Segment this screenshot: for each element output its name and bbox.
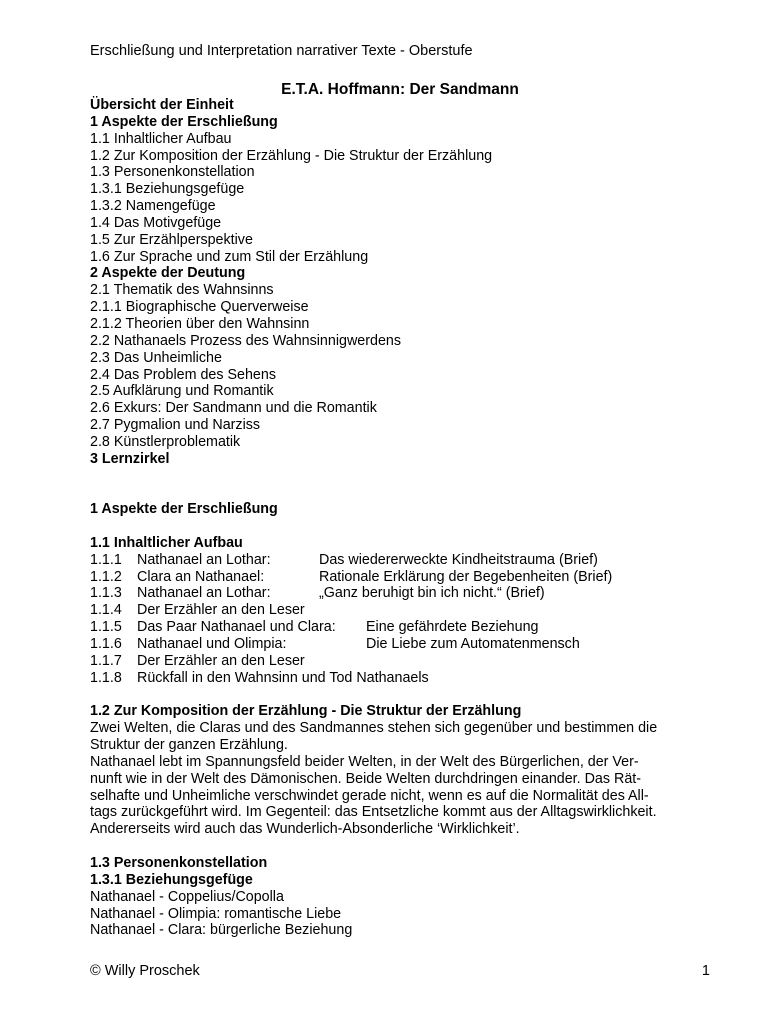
footer-author: © Willy Proschek — [90, 963, 200, 979]
toc-section-2: 2 Aspekte der Deutung — [90, 265, 246, 282]
toc-item: 2.2 Nathanaels Prozess des Wahnsinnigwerdens — [90, 332, 401, 349]
toc-item: 1.6 Zur Sprache und zum Stil der Erzählung — [90, 248, 369, 265]
structure-row — [90, 585, 715, 602]
structure-row-label: Der Erzähler an den Leser — [137, 602, 305, 619]
structure-row-label: Rückfall in den Wahnsinn und Tod Nathanaels — [137, 669, 429, 686]
structure-row-description: Rationale Erklärung der Begebenheiten (Brief) — [319, 568, 613, 585]
section-1-2-heading: 1.2 Zur Komposition der Erzählung - Die Struktur der Erzählung — [90, 703, 522, 720]
structure-row-number: 1.1.5 — [90, 619, 122, 636]
structure-row-label: Der Erzähler an den Leser — [137, 652, 305, 669]
structure-row — [90, 602, 715, 619]
structure-row-number: 1.1.4 — [90, 602, 122, 619]
section-1-1-heading: 1.1 Inhaltlicher Aufbau — [90, 534, 243, 551]
relation-line: Nathanael - Olimpia: romantische Liebe — [90, 905, 342, 922]
page-header: Erschließung und Interpretation narrativer Texte - Oberstufe — [90, 43, 473, 59]
structure-row-number: 1.1.1 — [90, 551, 122, 568]
section-1-heading: 1 Aspekte der Erschließung — [90, 501, 278, 518]
structure-row-description: Die Liebe zum Automatenmensch — [366, 636, 580, 652]
structure-row-description: „Ganz beruhigt bin ich nicht.“ (Brief) — [319, 585, 545, 602]
toc-item: 2.8 Künstlerproblematik — [90, 433, 241, 450]
toc-section-1: 1 Aspekte der Erschließung — [90, 113, 278, 130]
paragraph-line: nunft wie in der Welt des Dämonischen. Beide Welten durchdringen einander. Das Rät- — [90, 770, 642, 787]
structure-row-number: 1.1.3 — [90, 585, 122, 602]
toc-item: 2.5 Aufklärung und Romantik — [90, 383, 274, 400]
structure-row-number: 1.1.8 — [90, 669, 122, 686]
spacer — [90, 468, 715, 485]
paragraph-line: Nathanael lebt im Spannungsfeld beider Welten, in der Welt des Bürgerlichen, der Ver- — [90, 753, 639, 770]
structure-row-label: Das Paar Nathanael und Clara: — [137, 619, 336, 636]
structure-row-number: 1.1.6 — [90, 636, 122, 652]
structure-row — [90, 636, 715, 653]
toc-item: 2.1 Thematik des Wahnsinns — [90, 282, 274, 299]
toc-item: 2.6 Exkurs: Der Sandmann und die Romantik — [90, 400, 377, 417]
toc-item: 2.3 Das Unheimliche — [90, 349, 222, 366]
structure-row — [90, 653, 715, 670]
structure-row-label: Clara an Nathanael: — [137, 568, 265, 585]
toc-item: 2.4 Das Problem des Sehens — [90, 366, 276, 383]
section-1-3-heading: 1.3 Personenkonstellation — [90, 854, 268, 871]
structure-row — [90, 619, 715, 636]
toc-section-3: 3 Lernzirkel — [90, 450, 170, 467]
document-title: E.T.A. Hoffmann: Der Sandmann — [281, 81, 519, 98]
toc-item: 2.1.2 Theorien über den Wahnsinn — [90, 315, 310, 332]
toc-item: 1.4 Das Motivgefüge — [90, 214, 222, 231]
paragraph-line: Zwei Welten, die Claras und des Sandmannes stehen sich gegenüber und bestimmen die — [90, 720, 658, 737]
relation-line: Nathanael - Clara: bürgerliche Beziehung — [90, 922, 353, 939]
structure-row-label: Nathanael an Lothar: — [137, 551, 271, 568]
page-number: 1 — [701, 963, 710, 979]
toc-item: 1.3 Personenkonstellation — [90, 164, 255, 181]
paragraph-line: Andererseits wird auch das Wunderlich-Absonderliche ‘Wirklichkeit’. — [90, 821, 520, 838]
toc-item: 1.1 Inhaltlicher Aufbau — [90, 130, 232, 147]
structure-row-number: 1.1.7 — [90, 652, 122, 669]
paragraph-line: tags zurückgeführt wird. Im Gegenteil: das Entsetzliche kommt aus der Alltagswirklichkeit. — [90, 804, 657, 821]
paragraph-line: Struktur der ganzen Erzählung. — [90, 737, 288, 754]
structure-row-description: Das wiedererweckte Kindheitstrauma (Brief) — [319, 551, 598, 568]
structure-row — [90, 552, 715, 569]
structure-row-label: Nathanael und Olimpia: — [137, 636, 287, 652]
spacer — [90, 687, 715, 704]
section-1-3-1-heading: 1.3.1 Beziehungsgefüge — [90, 871, 253, 888]
toc-item: 1.3.2 Namengefüge — [90, 198, 216, 215]
toc-item: 2.7 Pygmalion und Narziss — [90, 417, 261, 434]
structure-row-description: Eine gefährdete Beziehung — [366, 619, 539, 636]
structure-row — [90, 670, 715, 687]
paragraph-line: selhafte und Unheimliche verschwindet gerade nicht, wenn es auf die Normalität des All- — [90, 787, 649, 804]
toc-heading: Übersicht der Einheit — [90, 97, 234, 113]
relation-line: Nathanael - Coppelius/Copolla — [90, 888, 284, 905]
toc-item: 1.2 Zur Komposition der Erzählung - Die Struktur der Erzählung — [90, 147, 493, 164]
spacer — [90, 838, 715, 855]
page-footer — [90, 961, 710, 981]
document-body — [90, 97, 715, 939]
spacer — [90, 518, 715, 535]
toc-item: 1.3.1 Beziehungsgefüge — [90, 181, 245, 198]
toc-item: 2.1.1 Biographische Querverweise — [90, 299, 309, 316]
structure-row-label: Nathanael an Lothar: — [137, 585, 271, 602]
toc-item: 1.5 Zur Erzählperspektive — [90, 231, 253, 248]
structure-row — [90, 569, 715, 586]
spacer — [90, 484, 715, 501]
structure-row-number: 1.1.2 — [90, 568, 122, 585]
